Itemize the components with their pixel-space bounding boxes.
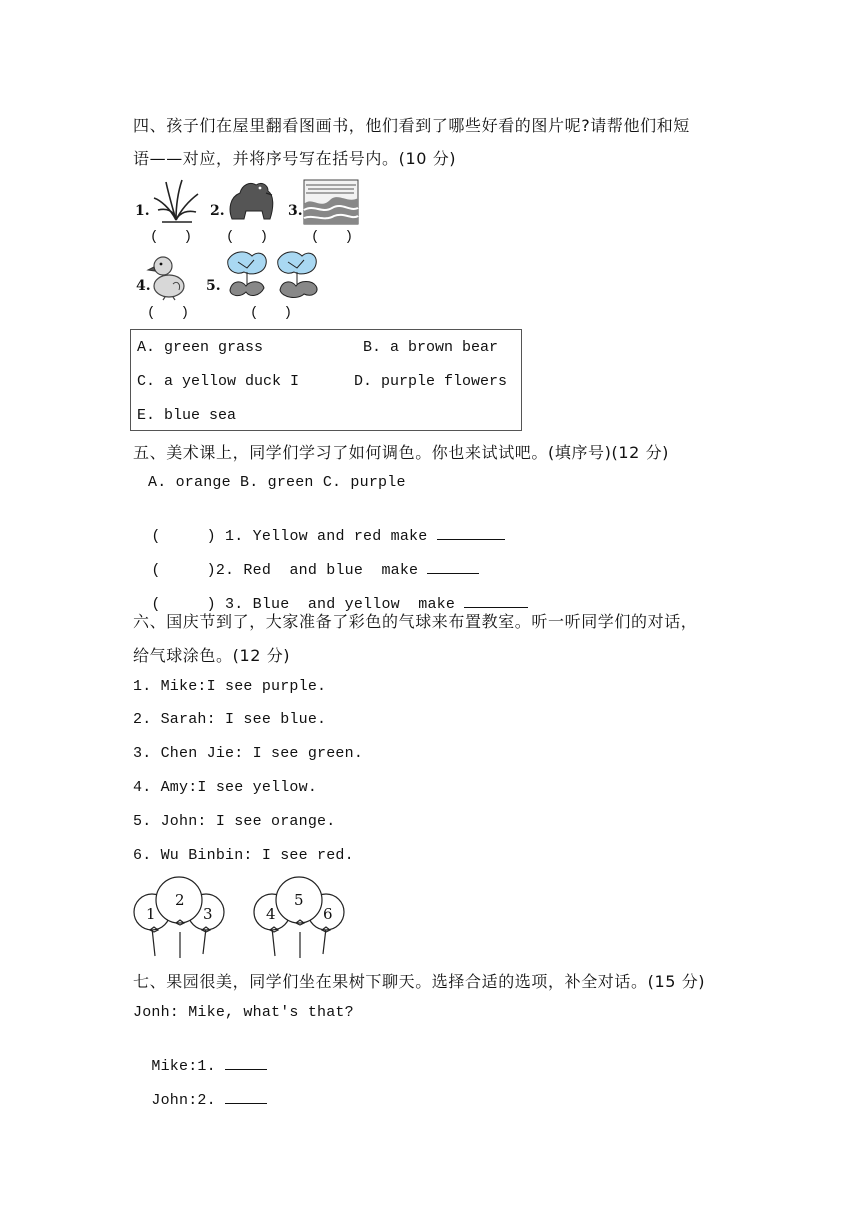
section5-title: 五、美术课上，同学们学习了如何调色。你也来试试吧。(填序号)(12 分): [133, 443, 670, 462]
dialogue-line: 1. Mike:I see purple.: [133, 678, 327, 695]
balloon-group-2: [250, 872, 350, 960]
answer-paren[interactable]: ( ): [151, 562, 216, 579]
option-d: D. purple flowers: [354, 373, 508, 390]
section5-item-2: [133, 542, 479, 579]
balloon-number: 5: [294, 891, 304, 909]
answer-blank[interactable]: [225, 1055, 267, 1070]
answer-blank[interactable]: [427, 559, 479, 574]
question-text: 2. Red and blue make: [215, 562, 428, 579]
dialogue-line-mike: [133, 1038, 267, 1075]
section5-item-1: [133, 508, 505, 545]
option-c: C. a yellow duck I: [137, 373, 300, 390]
answer-paren[interactable]: ( ): [226, 229, 269, 245]
dialogue-line: Jonh: Mike, what's that?: [133, 1004, 354, 1021]
dialogue-line: 2. Sarah: I see blue.: [133, 711, 327, 728]
flowers-icon: [224, 250, 324, 302]
question-text: 3. Blue and yellow make: [215, 596, 465, 613]
question-text: 1. Yellow and red make: [215, 528, 437, 545]
balloon-number: 2: [175, 891, 185, 909]
section6-title-line1: 六、国庆节到了，大家准备了彩色的气球来布置教室。听一听同学们的对话，: [133, 612, 698, 631]
dialogue-line: 6. Wu Binbin: I see red.: [133, 847, 354, 864]
answer-paren[interactable]: ( ): [147, 305, 190, 321]
option-b: B. a brown bear: [363, 339, 499, 356]
answer-blank[interactable]: [464, 593, 528, 608]
bear-icon: [226, 179, 276, 223]
balloon-group-1: [130, 872, 230, 960]
balloon-number: 6: [323, 905, 333, 923]
picture-number: 3.: [288, 203, 303, 219]
section4-title-line2: 语——对应，并将序号写在括号内。(10 分): [133, 149, 457, 168]
answer-paren[interactable]: ( ): [150, 229, 193, 245]
section4-title-line1: 四、孩子们在屋里翻看图画书，他们看到了哪些好看的图片呢?请帮他们和短: [133, 116, 690, 135]
section6-title-line2: 给气球涂色。(12 分): [133, 646, 291, 665]
dialogue-line: 4. Amy:I see yellow.: [133, 779, 318, 796]
section7-title: 七、果园很美，同学们坐在果树下聊天。选择合适的选项，补全对话。(15 分): [133, 972, 706, 991]
dialogue-text: Mike:1.: [151, 1058, 226, 1075]
grass-icon: [152, 178, 200, 222]
dialogue-line-john: [133, 1072, 267, 1109]
answer-paren[interactable]: ( ): [151, 528, 216, 545]
answer-paren[interactable]: ( ): [250, 305, 293, 321]
dialogue-line: 3. Chen Jie: I see green.: [133, 745, 364, 762]
answer-blank[interactable]: [225, 1089, 267, 1104]
balloon-number: 1: [146, 905, 156, 923]
sea-icon: [304, 180, 358, 224]
answer-blank[interactable]: [437, 525, 505, 540]
duck-icon: [151, 254, 187, 300]
answer-paren[interactable]: ( ): [151, 596, 216, 613]
section5-choices: A. orange B. green C. purple: [148, 474, 406, 491]
dialogue-text: John:2.: [151, 1092, 226, 1109]
section5-item-3: [133, 576, 528, 613]
picture-number: 5.: [206, 278, 221, 294]
picture-number: 4.: [136, 278, 151, 294]
balloon-number: 3: [203, 905, 213, 923]
option-e: E. blue sea: [137, 407, 237, 424]
dialogue-line: 5. John: I see orange.: [133, 813, 336, 830]
balloon-number: 4: [266, 905, 276, 923]
answer-paren[interactable]: ( ): [311, 229, 354, 245]
option-a: A. green grass: [137, 339, 264, 356]
picture-number: 2.: [210, 203, 225, 219]
picture-number: 1.: [135, 203, 150, 219]
